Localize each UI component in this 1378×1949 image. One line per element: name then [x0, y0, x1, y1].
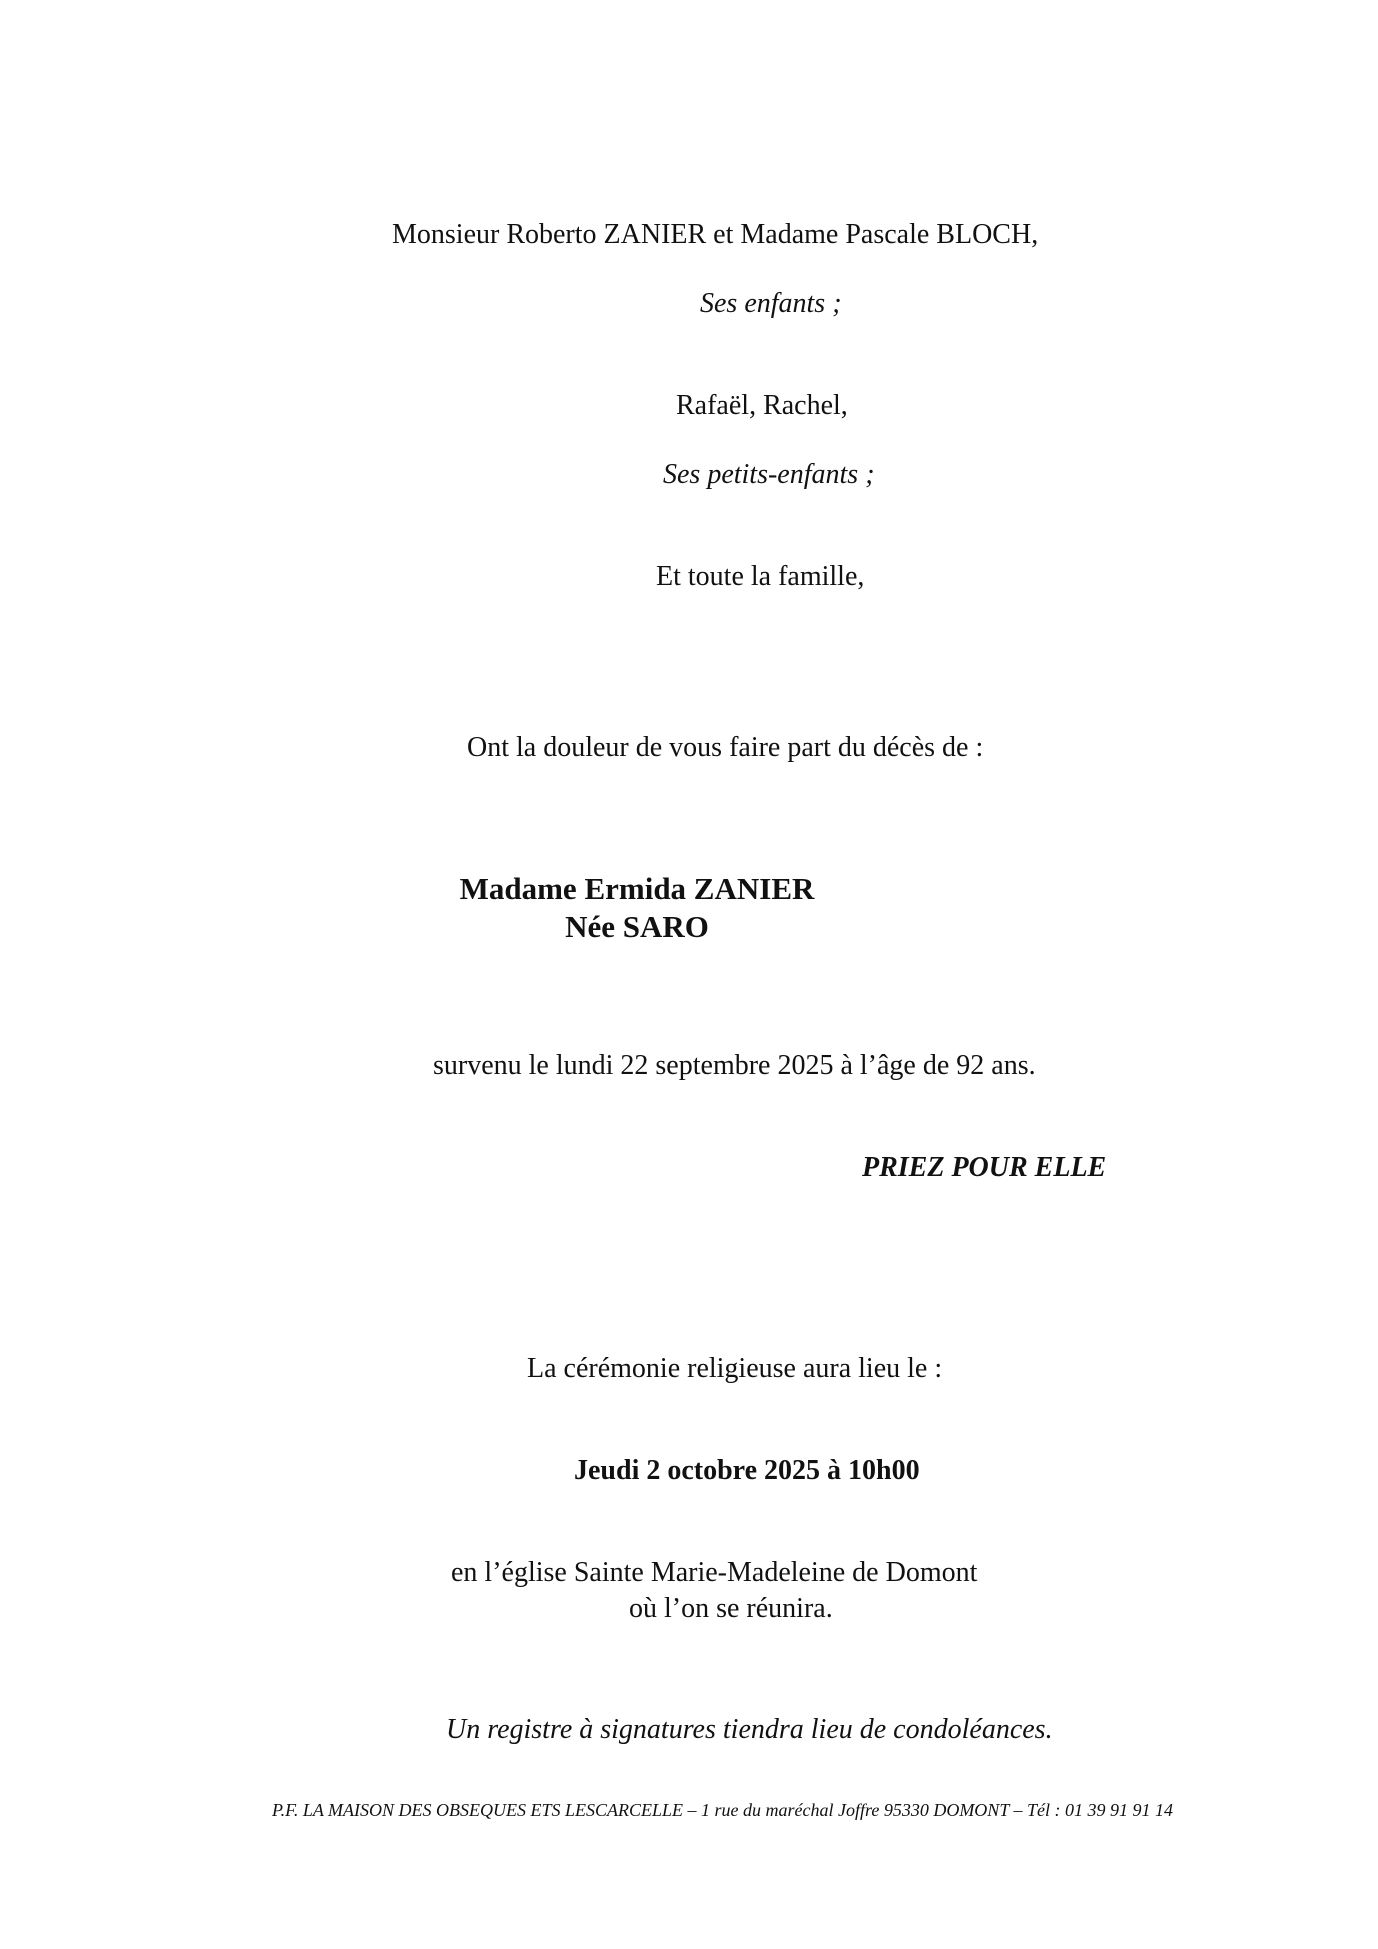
grandchildren-label: Ses petits-enfants ; [663, 459, 875, 490]
maiden-name: Née SARO [565, 909, 709, 944]
children-names: Monsieur Roberto ZANIER et Madame Pascale BLOCH, [392, 219, 1039, 250]
grandchildren-names: Rafaël, Rachel, [676, 390, 848, 421]
children-label: Ses enfants ; [700, 288, 842, 319]
condolences-note: Un registre à signatures tiendra lieu de condoléances. [446, 1714, 1053, 1745]
funeral-home-footer: P.F. LA MAISON DES OBSEQUES ETS LESCARCELLE – 1 rue du maréchal Joffre 95330 DOMONT – Tél : 01 39 91 91 14 [272, 1800, 1173, 1820]
death-details: survenu le lundi 22 septembre 2025 à l’âge de 92 ans. [433, 1050, 1036, 1081]
ceremony-gathering: où l’on se réunira. [629, 1593, 833, 1624]
deceased-name: Madame Ermida ZANIER [459, 871, 815, 906]
announcement-intro: Ont la douleur de vous faire part du décès de : [467, 732, 984, 763]
whole-family: Et toute la famille, [656, 561, 865, 592]
ceremony-intro: La cérémonie religieuse aura lieu le : [527, 1353, 943, 1384]
prayer: PRIEZ POUR ELLE [862, 1152, 1107, 1183]
ceremony-location: en l’église Sainte Marie-Madeleine de Domont [451, 1557, 978, 1588]
ceremony-date-time: Jeudi 2 octobre 2025 à 10h00 [574, 1455, 920, 1486]
